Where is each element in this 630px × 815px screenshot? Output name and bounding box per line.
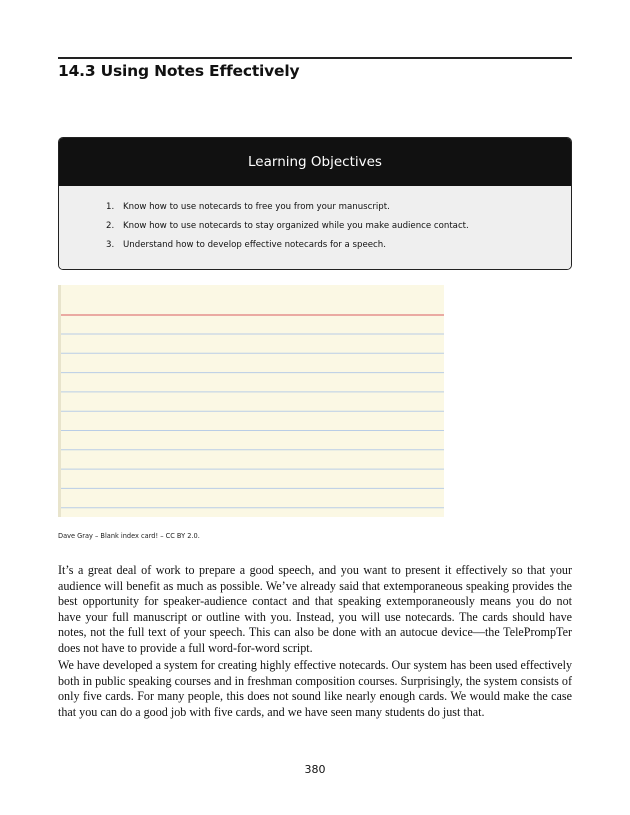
learning-objectives-body: [59, 186, 571, 270]
body-paragraph: We have developed a system for creating highly effective notecards. Our system has been used effectively both in public speaking courses and in freshman composition courses. Surprisingly, the system consists of only five cards. For many people, this does not sound like nearly enough cards. We would make the case that you can do a good job with five cards, and we have seen many students do just that.: [58, 658, 572, 719]
learning-objectives-list: [59, 198, 571, 255]
page-number: 380: [304, 763, 326, 776]
figure-caption: Dave Gray – Blank index card! – CC BY 2.0.: [58, 532, 200, 540]
body-paragraph: It’s a great deal of work to prepare a good speech, and you want to present it effectively so that your audience will benefit as much as possible. We’ve already said that extemporaneous speaking provides the best opportunity for speaker-audience contact and that speaking extemporaneously means you do not have your full manuscript or outline with you. Instead, you will use notecards. The cards should have notes, not the full text of your speech. This can also be done with an autocue device—the TelePrompTer does not have to provide a full word-for-word script.: [58, 563, 572, 655]
card-left-edge: [58, 285, 61, 517]
index-card-figure: [58, 285, 444, 517]
learning-objectives-box: [58, 137, 572, 270]
index-card-image: [58, 285, 444, 517]
objective-number: 1.: [106, 202, 115, 212]
objective-text: Know how to use notecards to free you from your manuscript.: [123, 202, 390, 212]
objective-item: [59, 198, 571, 217]
objective-text: Understand how to develop effective notecards for a speech.: [123, 240, 386, 250]
objective-item: [59, 236, 571, 255]
section-title: 14.3 Using Notes Effectively: [58, 62, 300, 80]
objective-number: 3.: [106, 240, 115, 250]
card-background: [58, 285, 444, 517]
objective-text: Know how to use notecards to stay organized while you make audience contact.: [123, 221, 469, 231]
learning-objectives-header: Learning Objectives: [59, 138, 571, 186]
objective-number: 2.: [106, 221, 115, 231]
objective-item: [59, 217, 571, 236]
top-rule: [58, 57, 572, 59]
